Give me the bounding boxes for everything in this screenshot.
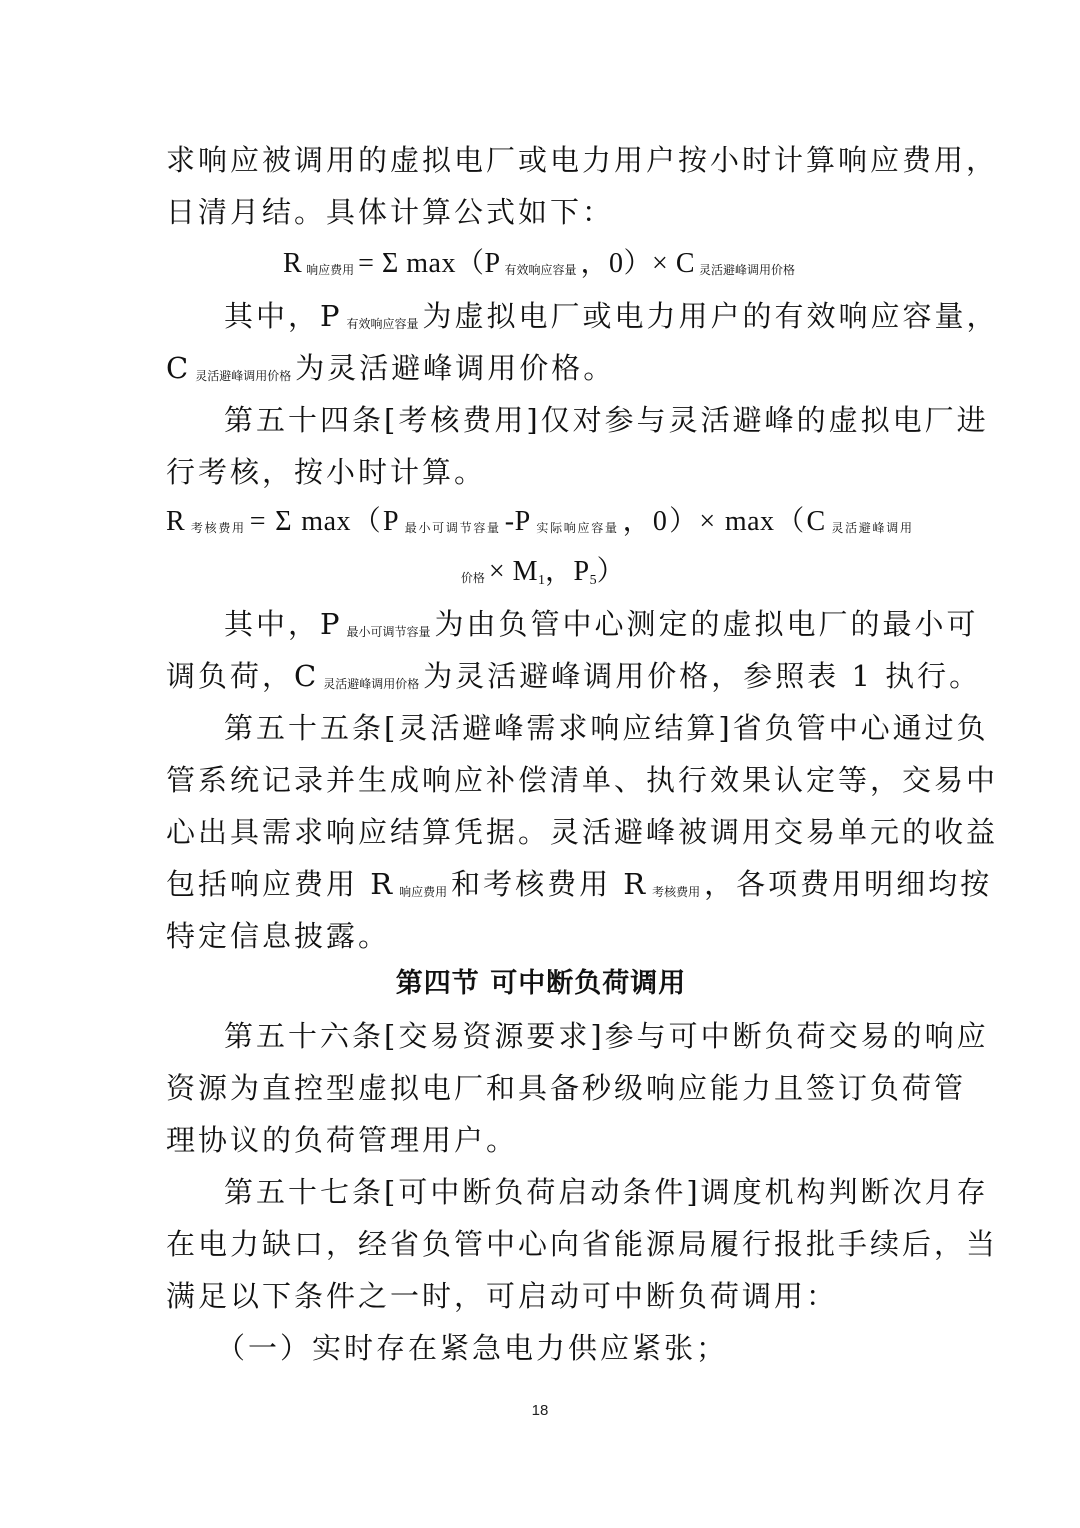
page-number: 18 bbox=[531, 1402, 549, 1419]
formula-text: = Σ max（ bbox=[358, 248, 485, 279]
subscript: 灵活避峰调用价格 bbox=[323, 677, 420, 691]
formula-subscript: 响应费用 bbox=[306, 263, 355, 277]
text-line: 心出具需求响应结算凭据。灵活避峰被调用交易单元的收益 bbox=[166, 815, 999, 849]
formula-text: ，P bbox=[545, 556, 590, 587]
text-line: 管系统记录并生成响应补偿清单、执行效果认定等，交易中 bbox=[166, 763, 999, 797]
formula-symbol: P bbox=[484, 248, 501, 279]
text-span: 包括响应费用 R bbox=[166, 867, 396, 901]
text-line: 第五十四条[考核费用]仅对参与灵活避峰的虚拟电厂进 bbox=[224, 403, 989, 437]
formula-subscript: 有效响应容量 bbox=[504, 263, 577, 277]
text-line bbox=[166, 864, 993, 912]
formula-symbol: R bbox=[282, 248, 303, 279]
subscript: 灵活避峰调用价格 bbox=[195, 369, 292, 383]
text-line: 求响应被调用的虚拟电厂或电力用户按小时计算响应费用， bbox=[166, 143, 999, 177]
formula-subscript: 实际响应容量 bbox=[534, 521, 619, 535]
text-line bbox=[166, 656, 982, 704]
formula-text: = Σ max（P bbox=[249, 506, 400, 537]
text-span: 为虚拟电厂或电力用户的有效响应容量， bbox=[422, 299, 999, 333]
subscript: 有效响应容量 bbox=[346, 317, 419, 331]
formula-assessment-fee bbox=[166, 502, 916, 548]
formula-text: ，0）× max（C bbox=[622, 506, 826, 537]
text-span: 为由负管中心测定的虚拟电厂的最小可 bbox=[434, 607, 979, 641]
text-line bbox=[166, 348, 916, 396]
text-span: ，各项费用明细均按 bbox=[704, 867, 993, 901]
section-heading: 第四节 可中断负荷调用 bbox=[395, 968, 687, 999]
formula-response-fee bbox=[166, 244, 916, 290]
text-line: 特定信息披露。 bbox=[166, 919, 391, 953]
formula-subscript: 1 bbox=[538, 573, 546, 588]
formula-text: × M bbox=[488, 556, 539, 587]
text-span: 其中，P bbox=[224, 607, 343, 641]
formula-subscript: 5 bbox=[589, 573, 597, 588]
formula-text: ，0）× C bbox=[580, 248, 696, 279]
formula-subscript: 灵活避峰调用价格 bbox=[699, 263, 796, 277]
text-span: 其中，P bbox=[224, 299, 343, 333]
formula-assessment-fee-cont bbox=[166, 552, 916, 601]
text-line: 满足以下条件之一时，可启动可中断负荷调用： bbox=[166, 1279, 839, 1313]
text-line: 第五十七条[可中断负荷启动条件]调度机构判断次月存 bbox=[224, 1175, 989, 1209]
formula-text: ） bbox=[596, 556, 626, 587]
text-span: 为灵活避峰调用价格。 bbox=[295, 351, 616, 385]
text-line: 行考核，按小时计算。 bbox=[166, 455, 487, 489]
text-span: 为灵活避峰调用价格，参照表 1 执行。 bbox=[423, 659, 982, 693]
text-line: 在电力缺口，经省负管中心向省能源局履行报批手续后，当 bbox=[166, 1227, 999, 1261]
text-span: 调负荷，C bbox=[166, 659, 320, 693]
formula-subscript: 考核费用 bbox=[189, 521, 246, 535]
text-line: 理协议的负荷管理用户。 bbox=[166, 1123, 519, 1157]
formula-symbol: R bbox=[166, 506, 186, 537]
formula-subscript: 价格 bbox=[460, 571, 485, 585]
formula-subscript: 最小可调节容量 bbox=[403, 521, 501, 535]
text-line bbox=[224, 296, 999, 344]
list-item: （一）实时存在紧急电力供应紧张； bbox=[216, 1331, 729, 1365]
text-line: 第五十五条[灵活避峰需求响应结算]省负管中心通过负 bbox=[224, 711, 989, 745]
text-span: C bbox=[166, 351, 192, 385]
text-line: 日清月结。具体计算公式如下： bbox=[166, 195, 615, 229]
formula-subscript: 灵活避峰调用 bbox=[829, 521, 912, 535]
text-span: 和考核费用 R bbox=[451, 867, 649, 901]
formula-text: -P bbox=[504, 506, 531, 537]
text-line: 资源为直控型虚拟电厂和具备秒级响应能力且签订负荷管 bbox=[166, 1071, 967, 1105]
subscript: 响应费用 bbox=[399, 885, 448, 899]
text-line: 第五十六条[交易资源要求]参与可中断负荷交易的响应 bbox=[224, 1019, 989, 1053]
subscript: 最小可调节容量 bbox=[346, 625, 431, 639]
text-line bbox=[224, 604, 979, 652]
subscript: 考核费用 bbox=[652, 885, 701, 899]
